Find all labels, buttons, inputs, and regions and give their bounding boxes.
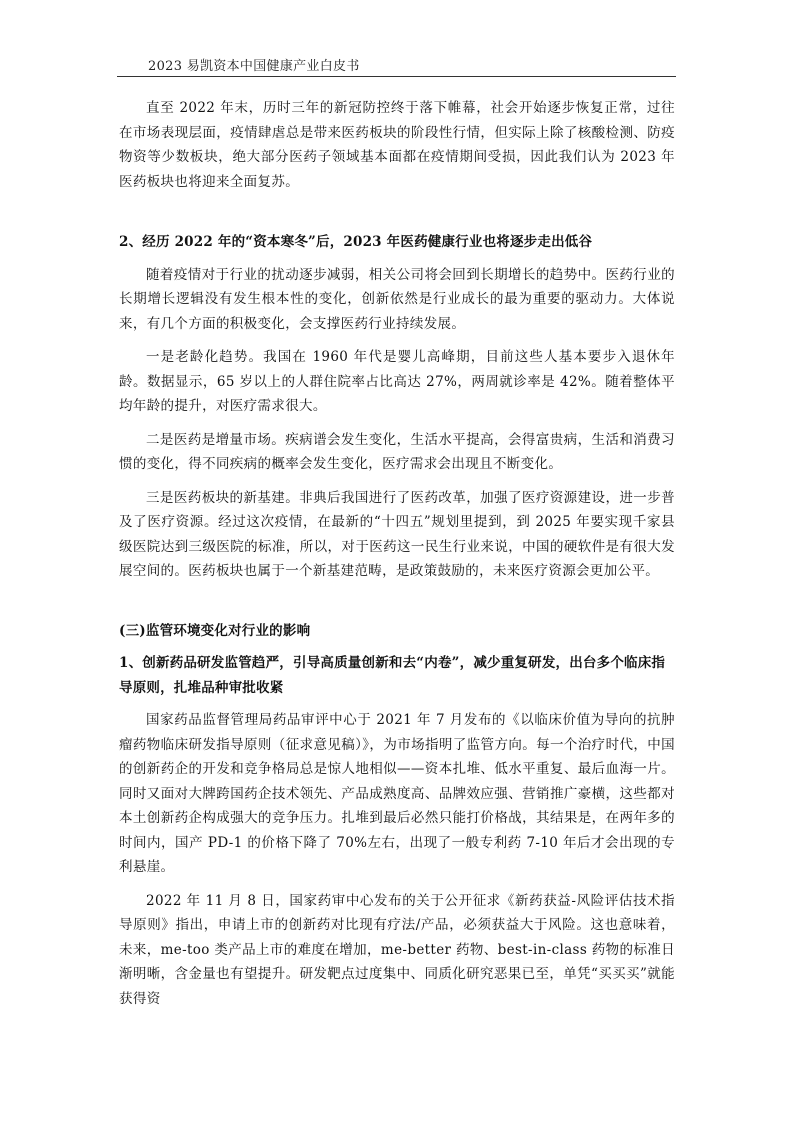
spacer (119, 336, 675, 345)
spacer (119, 643, 675, 651)
paragraph-aging: 一是老龄化趋势。我国在 1960 年代是婴儿高峰期，目前这些人基本要步入退休年龄。数据显示，65 岁以上的人群住院率占比高达 27%，两周就诊率是 42%。随着整体平均年龄的提升，对医疗需求很大。 (119, 349, 675, 414)
heading-innovation-regulation: 1、创新药品研发监管趋严，引导高质量创新和去“内卷”，减少重复研发，出台多个临床指导原则，扎堆品种审批收紧 (119, 655, 666, 696)
heading-capital-winter: 2、经历 2022 年的“资本寒冬”后，2023 年医药健康行业也将逐步走出低谷 (119, 234, 593, 250)
paragraph-incremental-market: 二是医药是增量市场。疾病谱会发生变化，生活水平提高，会得富贵病，生活和消费习惯的变化，得不同疾病的概率会发生变化，医疗需求会出现且不断变化。 (119, 431, 675, 472)
paragraph-benefit-risk: 2022 年 11 月 8 日，国家药审中心发布的关于公开征求《新药获益-风险评估技术指导原则》指出，申请上市的创新药对比现有疗法/产品，必须获益大于风险。这也意味着，未来，me-too 类产品上市的难度在增加，me-better 药物、best-in-class 药物的标准日渐明晰，含金量也有望提升。研发靶点过度集中、同质化研究恶果已至，单凭“买买买”就能获得资 (119, 892, 675, 1007)
section-heading-regulation: (三)监管环境变化对行业的影响 (119, 622, 311, 639)
paragraph-cde-guideline: 国家药品监督管理局药品审评中心于 2021 年 7 月发布的《以临床价值为导向的抗肿瘤药物临床研发指导原则（征求意见稿）》，为市场指明了监管方向。每一个治疗时代，中国的创新药企的开发和竞争格局总是惊人地相似——资本扎堆、低水平重复、最后血海一片。同时又面对大牌跨国药企技术领先、产品成熟度高、品牌效应强、营销推广豪横，这些都对本土创新药企构成强大的竞争压力。扎堆到最后必然只能打价格战，其结果是，在两年多的时间内，国产 PD-1 的价格下降了 70%左右，出现了一般专利药 7-10 年后才会出现的专利悬崖。 (119, 712, 675, 875)
paragraph-recovery: 直至 2022 年末，历时三年的新冠防控终于落下帷幕，社会开始逐步恢复正常，过往在市场表现层面，疫情肆虐总是带来医药板块的阶段性行情，但实际上除了核酸检测、防疫物资等少数板块，绝大部分医药子领域基本面都在疫情期间受损，因此我们认为 2023 年医药板块也将迎来全面复苏。 (119, 100, 675, 190)
spacer (119, 584, 675, 619)
header-divider (117, 76, 676, 77)
spacer (119, 477, 675, 486)
paragraph-new-infrastructure: 三是医药板块的新基建。非典后我国进行了医药改革，加强了医疗资源建设，进一步普及了医疗资源。经过这次疫情，在最新的“十四五”规划里提到，到 2025 年要实现千家县级医院达到三级医院的标准，所以，对于医药这一民生行业来说，中国的硬软件是有很大发展空间的。医药板块也属于一个新基建范畴，是政策鼓励的，未来医疗资源会更加公平。 (119, 489, 675, 579)
spacer (119, 419, 675, 428)
spacer (119, 700, 675, 708)
paragraph-long-term-trend: 随着疫情对于行业的扰动逐步减弱，相关公司将会回到长期增长的趋势中。医药行业的长期增长逻辑没有发生根本性的变化，创新依然是行业成长的最为重要的驱动力。大体说来，有几个方面的积极变化，会支撑医药行业持续发展。 (119, 266, 675, 332)
main-content (119, 96, 675, 1011)
header-title: 2023 易凯资本中国健康产业白皮书 (148, 59, 360, 74)
spacer (119, 194, 675, 230)
spacer (119, 255, 675, 263)
spacer (119, 880, 675, 889)
